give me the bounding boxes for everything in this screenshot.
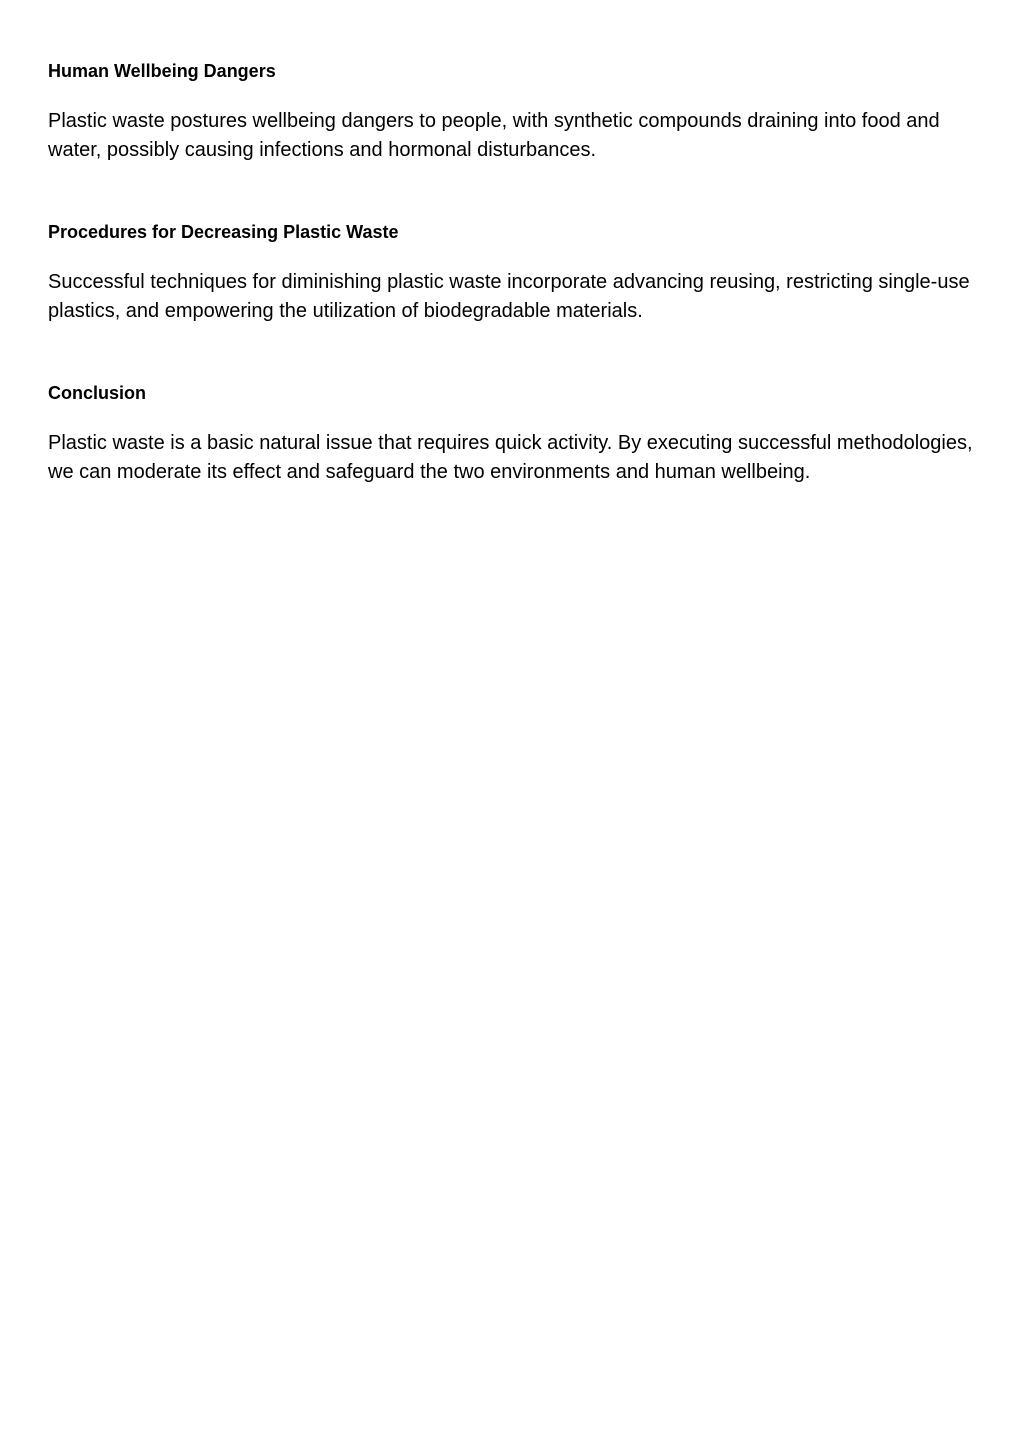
section-paragraph: Plastic waste is a basic natural issue that requires quick activity. By executing successful methodologies, we can moderate its effect and safeguard the two environments and human wellbeing. — [48, 432, 973, 483]
section-paragraph: Plastic waste postures wellbeing dangers to people, with synthetic compounds draining into food and water, possibly causing infections and hormonal disturbances. — [48, 110, 940, 161]
section-conclusion — [48, 382, 976, 486]
section-heading: Procedures for Decreasing Plastic Waste — [48, 222, 399, 243]
section-human-wellbeing-dangers — [48, 60, 976, 164]
section-paragraph: Successful techniques for diminishing plastic waste incorporate advancing reusing, restricting single-use plastics, and empowering the utilization of biodegradable materials. — [48, 271, 970, 322]
section-heading: Human Wellbeing Dangers — [48, 61, 276, 81]
section-heading: Conclusion — [48, 383, 146, 404]
section-procedures-decreasing-plastic-waste — [48, 221, 976, 325]
